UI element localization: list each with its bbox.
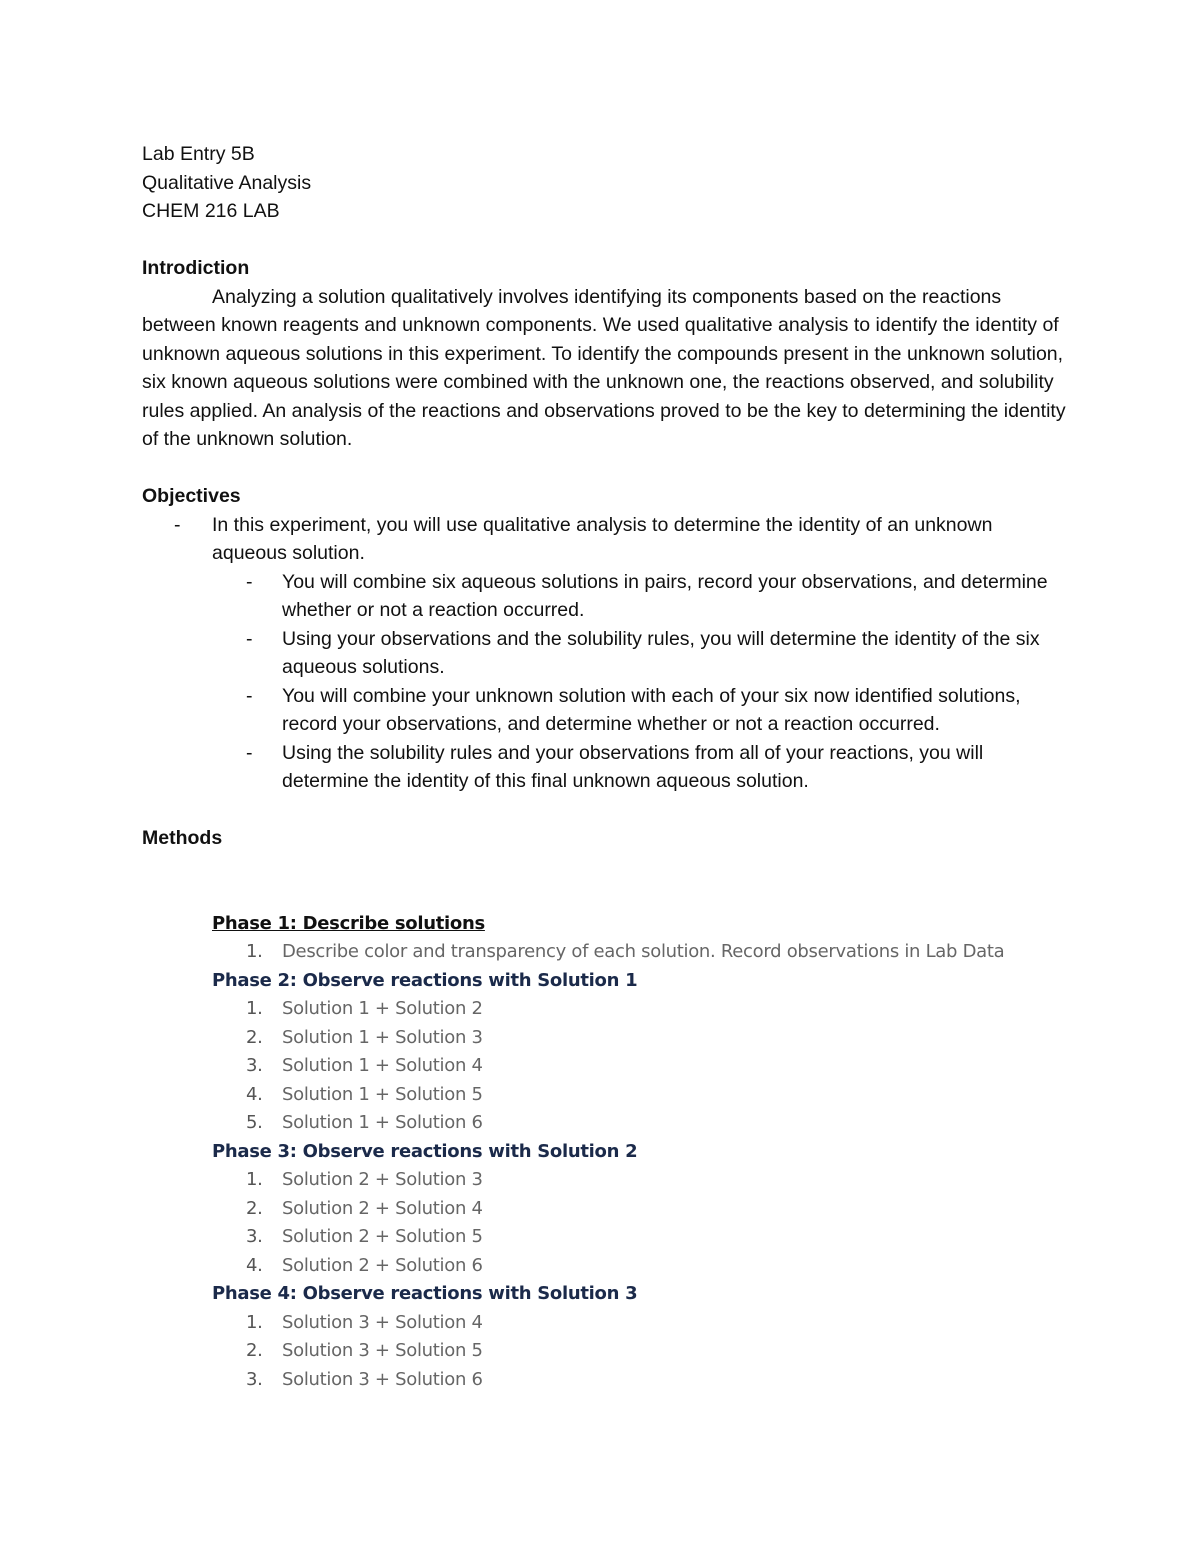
bullet-dash: - — [246, 684, 253, 707]
step-number: 2. — [246, 1340, 263, 1361]
step-item — [142, 1366, 1072, 1395]
lab-entry-title: Lab Entry 5B — [142, 143, 255, 165]
sub-objective-item — [142, 625, 1072, 682]
step-number: 5. — [246, 1112, 263, 1133]
methods-heading: Methods — [142, 827, 223, 849]
objective-item — [142, 511, 1072, 568]
sub-objective-text: Using the solubility rules and your observations from all of your reactions, you will determine the identity of this final unknown aqueous solution. — [282, 741, 984, 792]
objectives-list — [142, 511, 1072, 568]
sub-objective-item — [142, 739, 1072, 796]
bullet-dash: - — [174, 513, 181, 536]
step-text: Solution 1 + Solution 2 — [282, 998, 483, 1019]
step-text: Solution 3 + Solution 6 — [282, 1368, 483, 1390]
objective-text: In this experiment, you will use qualitative analysis to determine the identity of an unknown aqueous solution. — [212, 513, 993, 564]
step-item — [142, 1081, 1072, 1110]
step-number: 1. — [246, 998, 263, 1019]
step-number: 2. — [246, 1026, 263, 1048]
lab-topic: Qualitative Analysis — [142, 171, 312, 194]
step-text: Solution 2 + Solution 3 — [282, 1169, 483, 1190]
step-text: Describe color and transparency of each solution. Record observations in Lab Data — [282, 941, 1005, 962]
sub-objective-text: You will combine your unknown solution with each of your six now identified solutions, record your observations, and determine whether or not a reaction occurred. — [282, 684, 1021, 735]
bullet-dash: - — [246, 570, 253, 593]
step-item — [142, 1223, 1072, 1252]
step-text: Solution 1 + Solution 5 — [282, 1083, 483, 1105]
step-number: 3. — [246, 1226, 263, 1247]
methods-phases — [142, 910, 1072, 1395]
course-name: CHEM 216 LAB — [142, 200, 280, 222]
step-number: 1. — [246, 941, 263, 962]
objectives-heading: Objectives — [142, 485, 241, 507]
phase-4-steps — [142, 1309, 1072, 1395]
sub-objective-item — [142, 682, 1072, 739]
phase-3-title: Phase 3: Observe reactions with Solution 2 — [212, 1140, 638, 1162]
step-text: Solution 2 + Solution 4 — [282, 1197, 483, 1219]
bullet-dash: - — [246, 627, 253, 650]
phase-3-steps — [142, 1166, 1072, 1280]
phase-2-title: Phase 2: Observe reactions with Solution 1 — [212, 969, 638, 991]
phase-1-title: Phase 1: Describe solutions — [212, 912, 485, 934]
phase-1-steps — [142, 938, 1072, 967]
step-number: 3. — [246, 1055, 263, 1076]
sub-objective-text: Using your observations and the solubility rules, you will determine the identity of the six aqueous solutions. — [282, 627, 1040, 678]
step-item — [142, 995, 1072, 1024]
step-item — [142, 1024, 1072, 1053]
document-page — [142, 140, 1072, 1394]
step-text: Solution 1 + Solution 3 — [282, 1026, 483, 1048]
phase-4-title: Phase 4: Observe reactions with Solution 3 — [212, 1283, 638, 1304]
step-item — [142, 1309, 1072, 1338]
sub-objective-item — [142, 568, 1072, 625]
step-item — [142, 1166, 1072, 1195]
step-text: Solution 2 + Solution 5 — [282, 1226, 483, 1247]
objectives-sublist — [142, 568, 1072, 796]
introduction-heading: Introdiction — [142, 257, 250, 279]
step-number: 3. — [246, 1368, 263, 1390]
step-item — [142, 1337, 1072, 1366]
step-number: 1. — [246, 1311, 263, 1333]
step-number: 2. — [246, 1197, 263, 1219]
bullet-dash: - — [246, 741, 253, 764]
step-text: Solution 3 + Solution 5 — [282, 1340, 483, 1361]
phase-2-steps — [142, 995, 1072, 1138]
step-item — [142, 938, 1072, 967]
step-item — [142, 1252, 1072, 1281]
step-text: Solution 3 + Solution 4 — [282, 1311, 483, 1333]
step-number: 1. — [246, 1169, 263, 1190]
step-item — [142, 1052, 1072, 1081]
step-item — [142, 1195, 1072, 1224]
step-item — [142, 1109, 1072, 1138]
introduction-paragraph: Analyzing a solution qualitatively involves identifying its components based on the reactions between known reagents and unknown components. We used qualitative analysis to identify the identity of unknown aqueous solutions in this experiment. To identify the compounds present in the unknown solution, six known aqueous solutions were combined with the unknown one, the reactions observed, and solubility rules applied. An analysis of the reactions and observations proved to be the key to determining the identity of the unknown solution. — [142, 285, 1066, 450]
sub-objective-text: You will combine six aqueous solutions in pairs, record your observations, and determine whether or not a reaction occurred. — [282, 570, 1048, 621]
step-number: 4. — [246, 1254, 263, 1276]
step-text: Solution 1 + Solution 4 — [282, 1055, 483, 1076]
step-text: Solution 2 + Solution 6 — [282, 1254, 483, 1276]
step-text: Solution 1 + Solution 6 — [282, 1112, 483, 1133]
step-number: 4. — [246, 1083, 263, 1105]
